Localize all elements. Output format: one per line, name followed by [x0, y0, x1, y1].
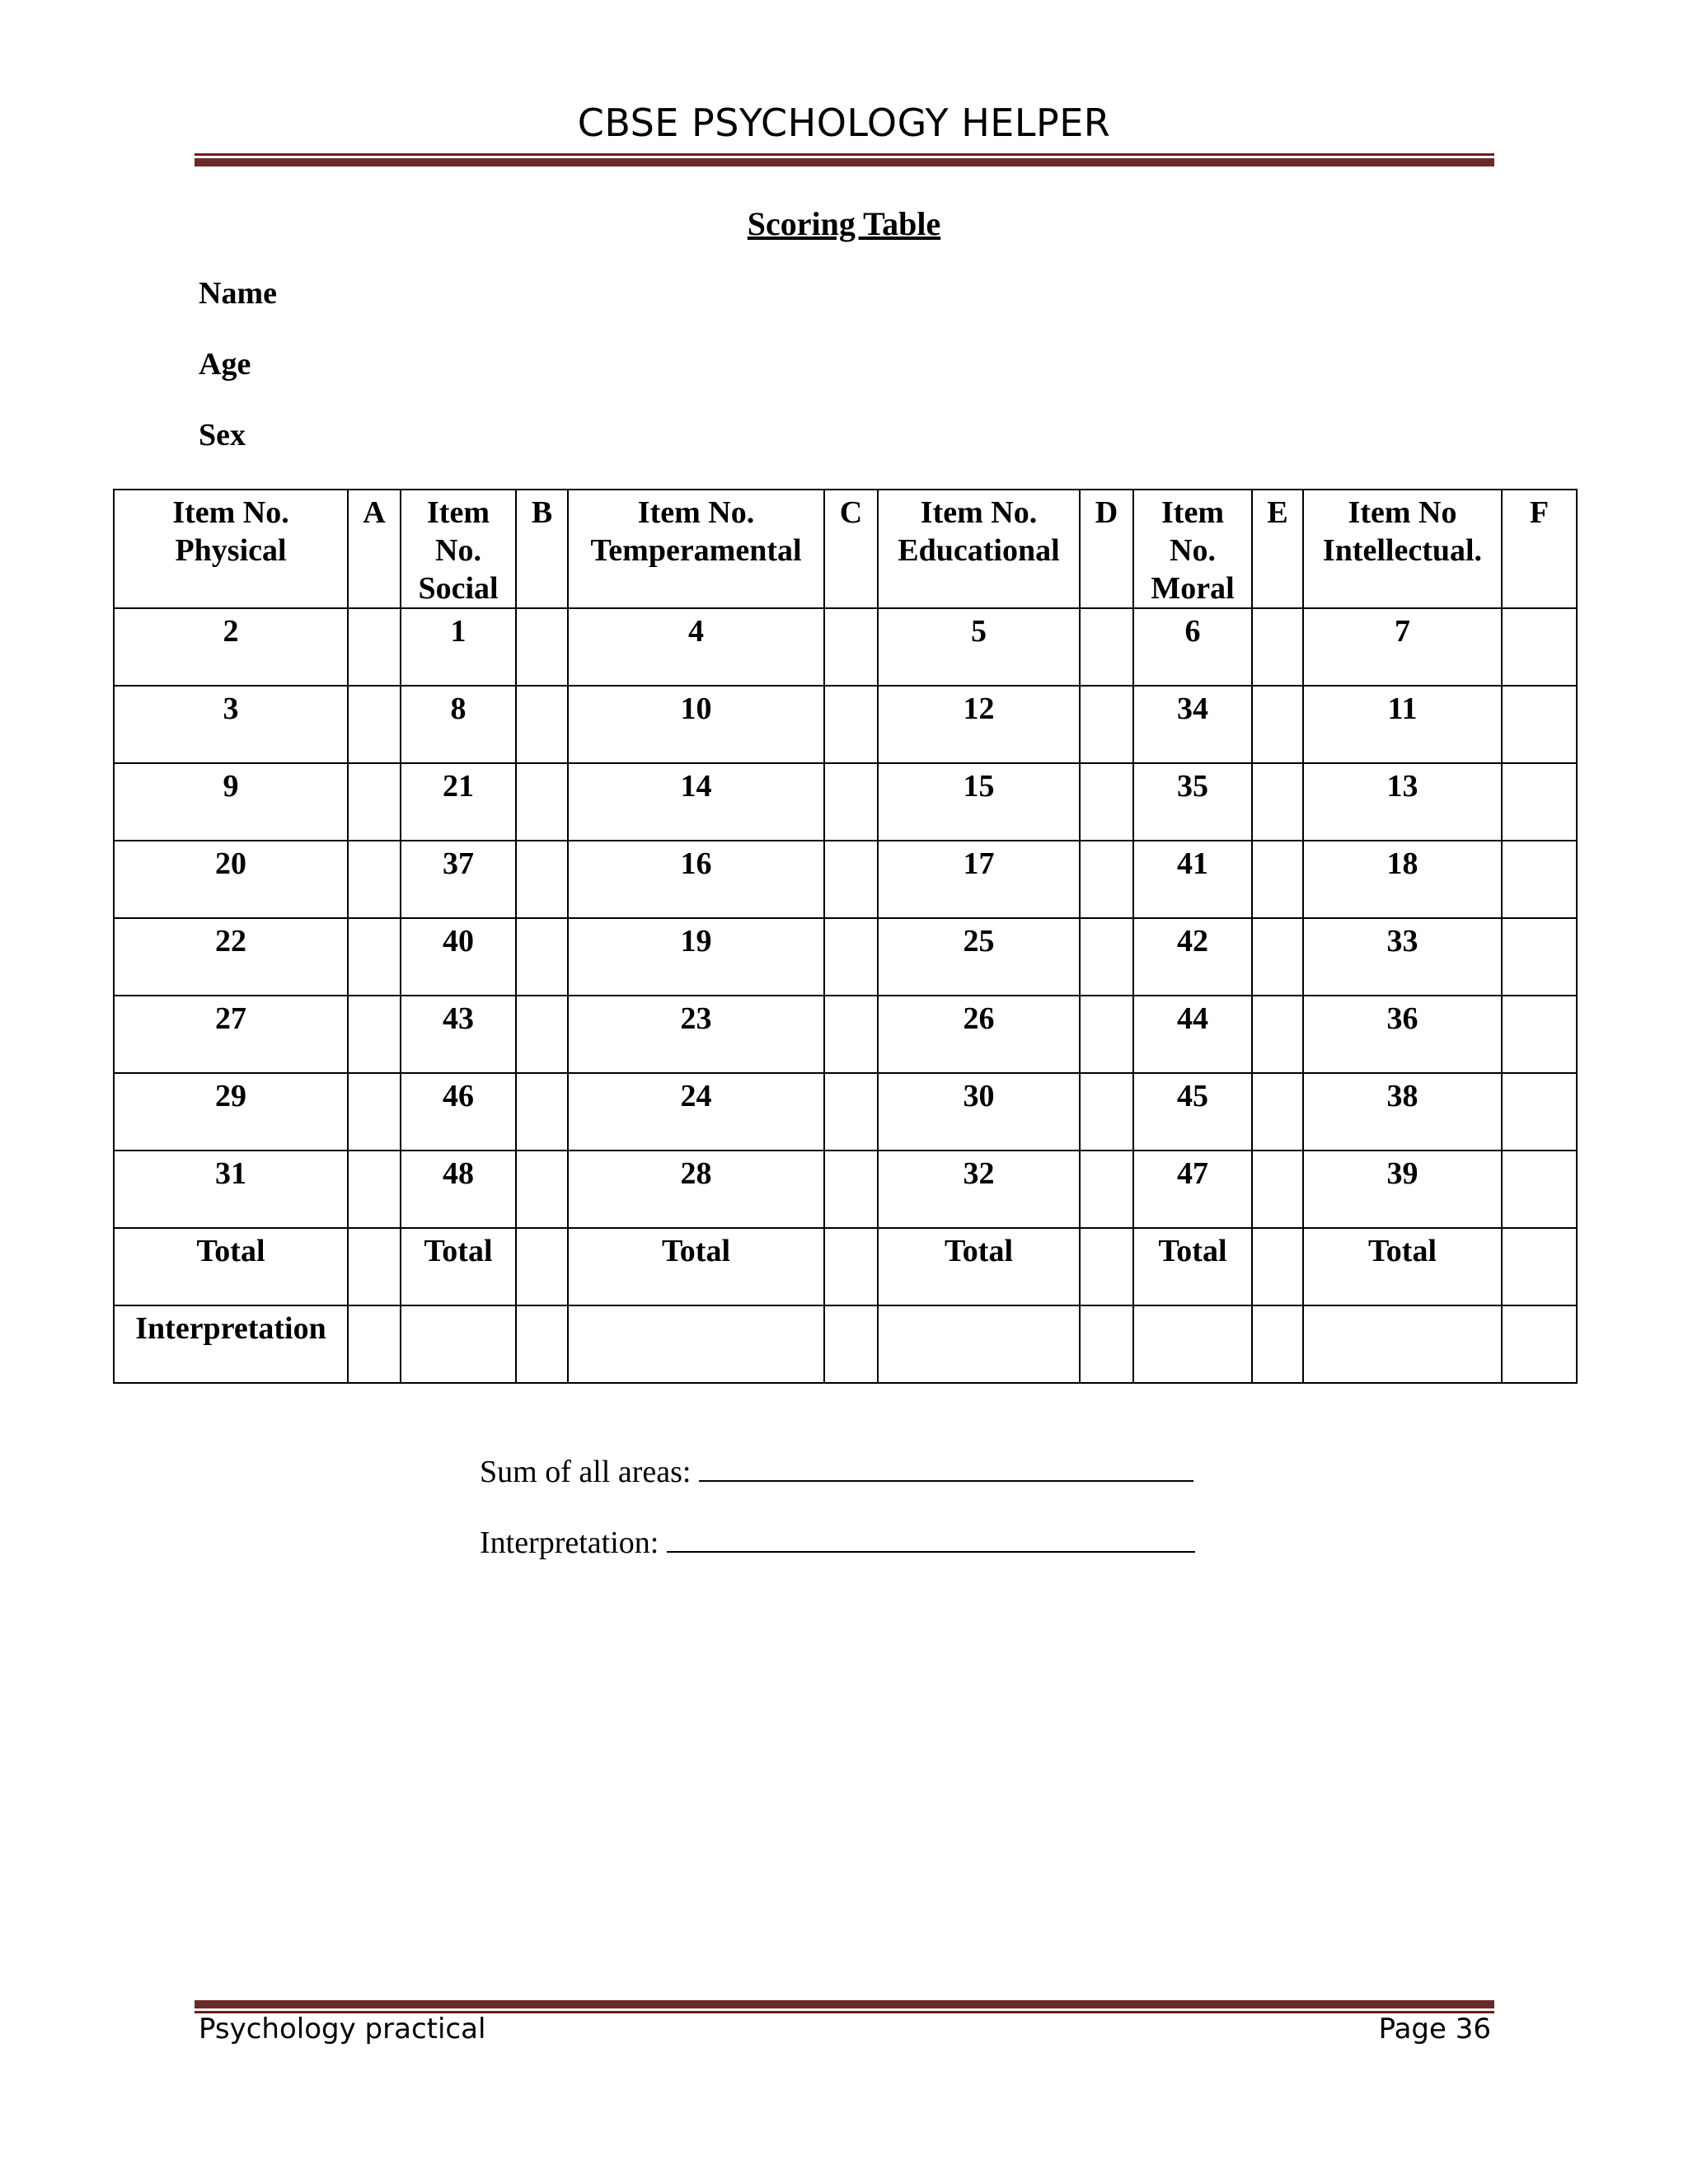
- table-cell: 41: [1133, 841, 1252, 918]
- table-cell: [516, 686, 568, 763]
- table-cell: [348, 996, 401, 1073]
- table-cell: 28: [568, 1151, 824, 1228]
- table-cell: 27: [114, 996, 348, 1073]
- table-cell: [1080, 1073, 1133, 1151]
- table-cell: 13: [1303, 763, 1502, 841]
- table-cell: [824, 1151, 878, 1228]
- table-cell: [1502, 686, 1577, 763]
- table-cell: 25: [878, 918, 1080, 996]
- table-cell: 46: [401, 1073, 516, 1151]
- table-cell: 10: [568, 686, 824, 763]
- interpretation-label: Interpretation:: [480, 1526, 659, 1560]
- table-header-row: [114, 490, 1577, 608]
- table-cell: [516, 1228, 568, 1305]
- table-cell: 45: [1133, 1073, 1252, 1151]
- header-rule: [195, 153, 1494, 166]
- table-cell: [1080, 841, 1133, 918]
- table-cell: [516, 841, 568, 918]
- table-cell: Interpretation: [114, 1305, 348, 1383]
- col-header-e: E: [1252, 490, 1303, 608]
- table-cell: [348, 763, 401, 841]
- page-number: Page 36: [1378, 2013, 1491, 2046]
- col-header-b: B: [516, 490, 568, 608]
- col-header-a: A: [348, 490, 401, 608]
- table-cell: 31: [114, 1151, 348, 1228]
- col-header-social: Item No. Social: [401, 490, 516, 608]
- table-cell: 6: [1133, 608, 1252, 686]
- col-header-temperamental: Item No. Temperamental: [568, 490, 824, 608]
- table-row: [114, 918, 1577, 996]
- sex-label: Sex: [199, 418, 246, 452]
- table-row: [114, 686, 1577, 763]
- table-cell: [1252, 1305, 1303, 1383]
- table-cell: [348, 1151, 401, 1228]
- table-cell: 15: [878, 763, 1080, 841]
- col-header-d: D: [1080, 490, 1133, 608]
- table-cell: 38: [1303, 1073, 1502, 1151]
- col-header-intellectual: Item No Intellectual.: [1303, 490, 1502, 608]
- table-cell: 40: [401, 918, 516, 996]
- table-cell: [1252, 1073, 1303, 1151]
- footer-rule: [195, 2000, 1494, 2013]
- table-cell: [1080, 686, 1133, 763]
- table-cell: 35: [1133, 763, 1252, 841]
- table-cell: [516, 608, 568, 686]
- table-cell: 24: [568, 1073, 824, 1151]
- table-cell: [824, 1305, 878, 1383]
- table-cell: [1080, 996, 1133, 1073]
- sum-blank-line: [699, 1452, 1193, 1482]
- table-cell: [824, 1228, 878, 1305]
- table-cell: [1080, 608, 1133, 686]
- interpretation-blank-line: [667, 1523, 1195, 1553]
- table-cell: [401, 1305, 516, 1383]
- table-cell: 4: [568, 608, 824, 686]
- overall-interpretation: [480, 1523, 1195, 1561]
- table-row: [114, 1073, 1577, 1151]
- table-cell: 2: [114, 608, 348, 686]
- table-cell: 37: [401, 841, 516, 918]
- col-header-physical: Item No. Physical: [114, 490, 348, 608]
- table-cell: [348, 1073, 401, 1151]
- table-cell: 30: [878, 1073, 1080, 1151]
- table-cell: 21: [401, 763, 516, 841]
- table-cell: [1502, 841, 1577, 918]
- table-cell: [348, 686, 401, 763]
- table-cell: [568, 1305, 824, 1383]
- table-cell: 39: [1303, 1151, 1502, 1228]
- table-cell: 16: [568, 841, 824, 918]
- table-cell: [348, 918, 401, 996]
- table-cell: 26: [878, 996, 1080, 1073]
- table-cell: 5: [878, 608, 1080, 686]
- table-cell: 14: [568, 763, 824, 841]
- name-label: Name: [199, 276, 277, 311]
- table-cell: [1080, 1151, 1133, 1228]
- table-cell: 47: [1133, 1151, 1252, 1228]
- table-cell: Total: [114, 1228, 348, 1305]
- table-cell: 7: [1303, 608, 1502, 686]
- table-cell: [1252, 1228, 1303, 1305]
- table-cell: 29: [114, 1073, 348, 1151]
- table-cell: [516, 918, 568, 996]
- table-cell: 43: [401, 996, 516, 1073]
- scoring-table: [113, 489, 1578, 1384]
- table-cell: [1502, 1305, 1577, 1383]
- table-row: [114, 1305, 1577, 1383]
- table-cell: [1502, 1073, 1577, 1151]
- table-cell: 9: [114, 763, 348, 841]
- table-cell: [1080, 1228, 1133, 1305]
- table-cell: [1502, 1228, 1577, 1305]
- table-cell: [348, 608, 401, 686]
- table-cell: [1502, 763, 1577, 841]
- col-header-moral: Item No. Moral: [1133, 490, 1252, 608]
- table-cell: 42: [1133, 918, 1252, 996]
- table-cell: 44: [1133, 996, 1252, 1073]
- table-cell: [516, 763, 568, 841]
- table-cell: [348, 1228, 401, 1305]
- table-cell: 19: [568, 918, 824, 996]
- table-cell: 8: [401, 686, 516, 763]
- table-cell: [1252, 1151, 1303, 1228]
- table-cell: 33: [1303, 918, 1502, 996]
- table-cell: [1080, 1305, 1133, 1383]
- table-cell: [1252, 608, 1303, 686]
- table-cell: [516, 1151, 568, 1228]
- table-cell: [1502, 996, 1577, 1073]
- table-cell: 32: [878, 1151, 1080, 1228]
- table-row: [114, 1228, 1577, 1305]
- table-cell: 3: [114, 686, 348, 763]
- table-cell: [1502, 1151, 1577, 1228]
- table-cell: 1: [401, 608, 516, 686]
- table-cell: Total: [1133, 1228, 1252, 1305]
- table-cell: 17: [878, 841, 1080, 918]
- table-cell: Total: [878, 1228, 1080, 1305]
- table-cell: [1252, 918, 1303, 996]
- table-row: [114, 763, 1577, 841]
- sum-label: Sum of all areas:: [480, 1455, 692, 1489]
- table-cell: 20: [114, 841, 348, 918]
- table-cell: 34: [1133, 686, 1252, 763]
- table-cell: [1080, 763, 1133, 841]
- table-cell: 12: [878, 686, 1080, 763]
- table-cell: [516, 996, 568, 1073]
- table-cell: Total: [401, 1228, 516, 1305]
- table-cell: [824, 686, 878, 763]
- table-cell: [1502, 918, 1577, 996]
- table-row: [114, 841, 1577, 918]
- table-cell: Total: [568, 1228, 824, 1305]
- page-title: Scoring Table: [747, 205, 941, 242]
- table-cell: [824, 763, 878, 841]
- col-header-educational: Item No. Educational: [878, 490, 1080, 608]
- table-row: [114, 608, 1577, 686]
- table-cell: 18: [1303, 841, 1502, 918]
- table-cell: [1252, 996, 1303, 1073]
- table-cell: [1080, 918, 1133, 996]
- footer-title: Psychology practical: [199, 2013, 486, 2046]
- table-cell: [824, 608, 878, 686]
- table-cell: [348, 841, 401, 918]
- table-cell: 11: [1303, 686, 1502, 763]
- table-cell: 22: [114, 918, 348, 996]
- col-header-f: F: [1502, 490, 1577, 608]
- table-cell: [1252, 763, 1303, 841]
- table-cell: 23: [568, 996, 824, 1073]
- table-cell: [1133, 1305, 1252, 1383]
- sum-of-all-areas: [480, 1452, 1193, 1490]
- table-cell: [1502, 608, 1577, 686]
- table-cell: 48: [401, 1151, 516, 1228]
- table-cell: [516, 1073, 568, 1151]
- table-cell: [1252, 686, 1303, 763]
- table-cell: [878, 1305, 1080, 1383]
- table-cell: Total: [1303, 1228, 1502, 1305]
- table-cell: [824, 1073, 878, 1151]
- table-cell: [824, 841, 878, 918]
- table-row: [114, 1151, 1577, 1228]
- age-label: Age: [199, 347, 251, 382]
- table-cell: [516, 1305, 568, 1383]
- table-cell: [1303, 1305, 1502, 1383]
- col-header-c: C: [824, 490, 878, 608]
- table-cell: 36: [1303, 996, 1502, 1073]
- table-cell: [1252, 841, 1303, 918]
- table-row: [114, 996, 1577, 1073]
- table-cell: [824, 918, 878, 996]
- table-cell: [824, 996, 878, 1073]
- table-cell: [348, 1305, 401, 1383]
- header-title: CBSE PSYCHOLOGY HELPER: [577, 101, 1111, 145]
